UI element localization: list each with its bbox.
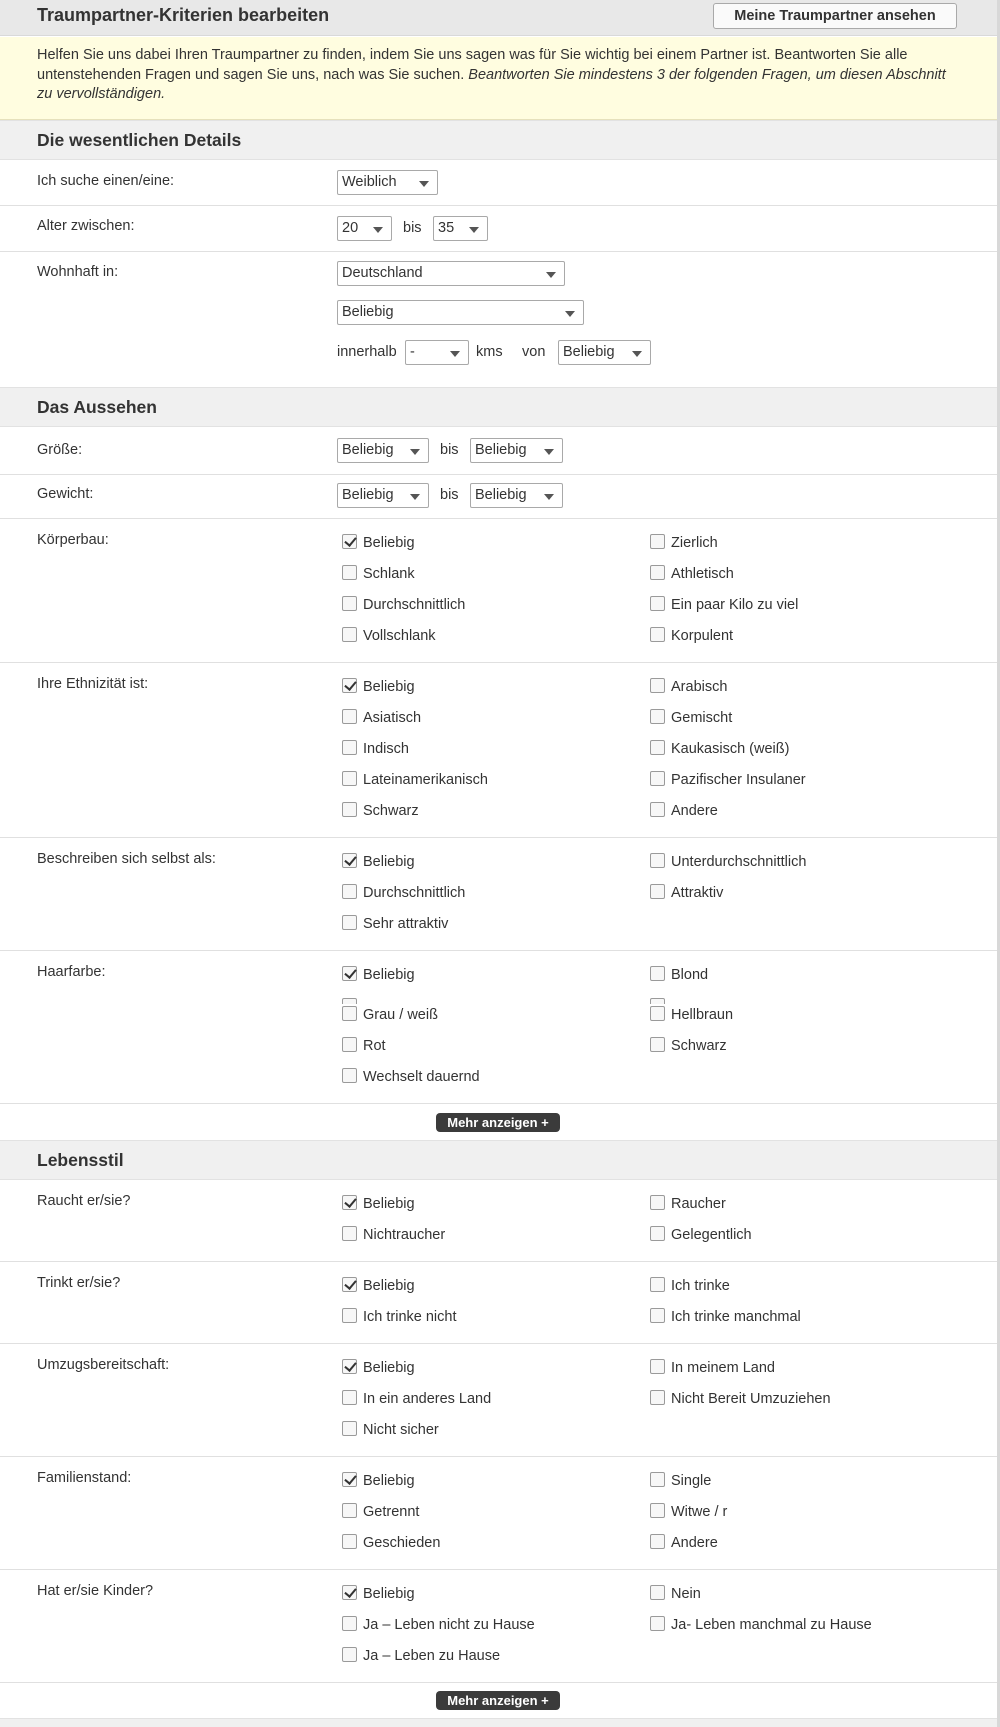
checkbox-label: Single [671,1473,712,1489]
checkbox[interactable] [342,565,357,580]
checkbox[interactable] [342,915,357,930]
chevron-down-icon [544,449,554,455]
checkbox[interactable] [650,1195,665,1210]
country-select[interactable] [337,261,565,286]
select-value: 35 [438,220,455,236]
checkbox-label: Nichtraucher [363,1227,446,1243]
chevron-down-icon [419,181,429,187]
checkbox-label: Beliebig [363,1278,415,1294]
divider [0,1682,997,1683]
divider [0,518,997,519]
region-select[interactable] [337,300,584,325]
checkbox[interactable] [342,709,357,724]
section-title: Lebensstil [37,1150,124,1170]
show-more-looks-button[interactable]: Mehr anzeigen + [436,1113,560,1132]
checkbox[interactable] [650,627,665,642]
page-title: Traumpartner-Kriterien bearbeiten [37,5,330,25]
view-dream-partners-button[interactable]: Meine Traumpartner ansehen [713,3,957,29]
checkbox[interactable] [342,1390,357,1405]
checkbox-label: Rot [363,1038,386,1054]
chevron-down-icon [410,494,420,500]
divider [0,837,997,838]
section-title: Die wesentlichen Details [37,130,242,150]
checkbox[interactable] [650,678,665,693]
clipped-option-fragment [650,998,680,1004]
checkbox-label: Ich trinke nicht [363,1309,457,1325]
checkbox-label: Blond [671,967,709,983]
checkbox[interactable] [650,740,665,755]
checkbox[interactable] [342,1534,357,1549]
divider [0,1103,997,1104]
height-min-select[interactable] [337,438,429,463]
checkbox-label: Gelegentlich [671,1227,752,1243]
chevron-down-icon [546,272,556,278]
checkbox[interactable] [650,1277,665,1292]
checkbox-label: Beliebig [363,854,415,870]
checkbox-label: Schlank [363,566,415,582]
chevron-down-icon [632,351,642,357]
checkbox[interactable] [342,534,357,549]
checkbox-label: Sehr attraktiv [363,916,449,932]
page-header [0,0,997,36]
checkbox-label: Ich trinke [671,1278,730,1294]
checkbox-label: Gemischt [671,710,733,726]
select-value: Beliebig [475,487,527,503]
select-value: Beliebig [475,442,527,458]
clipped-option-fragment [342,998,372,1004]
checkbox[interactable] [650,1503,665,1518]
checkbox[interactable] [342,1308,357,1323]
checkbox[interactable] [650,771,665,786]
select-value: Beliebig [563,344,615,360]
checkbox[interactable] [342,596,357,611]
checkbox-label: Zierlich [671,535,718,551]
checkbox-label: Arabisch [671,679,728,695]
weight-to-text: bis [440,487,459,503]
divider [0,205,997,206]
divider [0,950,997,951]
checkbox-label: In meinem Land [671,1360,775,1376]
checkbox[interactable] [650,1472,665,1487]
checkbox-label: Andere [671,1535,718,1551]
chevron-down-icon [565,311,575,317]
checkbox-label: Asiatisch [363,710,422,726]
checkbox-label: Raucher [671,1196,726,1212]
section-looks [0,387,997,427]
section-lifestyle [0,1140,997,1180]
select-value: Beliebig [342,442,394,458]
checkbox-label: Nein [671,1586,701,1602]
checkbox[interactable] [650,596,665,611]
checkbox-label: In ein anderes Land [363,1391,492,1407]
notice-text: Helfen Sie uns dabei Ihren Traumpartner zu finden, indem Sie uns sagen was für Sie wichtig bei einem Partner ist. Beantworten Sie alle untenstehenden Fragen und sagen Sie uns, nach was Sie suchen. [37,47,908,83]
checkbox[interactable] [650,1616,665,1631]
height-to-text: bis [440,442,459,458]
checkbox-label: Getrennt [363,1504,420,1520]
checkbox[interactable] [342,1359,357,1374]
divider [0,1456,997,1457]
divider [0,1261,997,1262]
divider [0,1569,997,1570]
weight-min-select[interactable] [337,483,429,508]
checkbox[interactable] [342,1585,357,1600]
drinking-label: Trinkt er/sie? [37,1275,121,1291]
checkbox[interactable] [650,853,665,868]
children-label: Hat er/sie Kinder? [37,1583,154,1599]
from-text: von [522,344,546,360]
checkbox[interactable] [650,1585,665,1600]
checkbox-label: Unterdurchschnittlich [671,854,807,870]
checkbox-label: Schwarz [671,1038,727,1054]
checkbox[interactable] [342,740,357,755]
checkbox-label: Attraktiv [671,885,724,901]
checkbox-label: Hellbraun [671,1007,734,1023]
checkbox-label: Kaukasisch (weiß) [671,741,790,757]
chevron-down-icon [410,449,420,455]
marital-status-label: Familienstand: [37,1470,132,1486]
checkbox[interactable] [650,884,665,899]
info-notice [0,37,997,120]
checkbox[interactable] [650,1308,665,1323]
checkbox-label: Beliebig [363,967,415,983]
checkbox-label: Andere [671,803,718,819]
checkbox-label: Pazifischer Insulaner [671,772,806,788]
chevron-down-icon [373,227,383,233]
checkbox[interactable] [650,966,665,981]
checkbox[interactable] [342,1277,357,1292]
checkbox-label: Durchschnittlich [363,597,466,613]
self-description-label: Beschreiben sich selbst als: [37,851,216,867]
relocation-label: Umzugsbereitschaft: [37,1357,170,1373]
seeking-select[interactable] [337,170,438,195]
select-value: 20 [342,220,359,236]
height-max-select[interactable] [470,438,563,463]
select-value: Beliebig [342,487,394,503]
checkbox[interactable] [342,1068,357,1083]
checkbox[interactable] [342,678,357,693]
checkbox[interactable] [342,1421,357,1436]
checkbox-label: Korpulent [671,628,734,644]
section-title: Das Aussehen [37,397,157,417]
checkbox[interactable] [342,1503,357,1518]
checkbox-label: Beliebig [363,1473,415,1489]
hair-color-label: Haarfarbe: [37,964,106,980]
checkbox-label: Lateinamerikanisch [363,772,488,788]
select-value: Beliebig [342,304,394,320]
age-max-select[interactable] [433,216,488,241]
body-type-label: Körperbau: [37,532,109,548]
divider [0,251,997,252]
checkbox-label: Nicht sicher [363,1422,439,1438]
notice-emphasis: Beantworten Sie mindestens 3 der folgenden Fragen, um diesen Abschnitt zu vervollständigen. [37,66,946,102]
checkbox-label: Nicht Bereit Umzuziehen [671,1391,831,1407]
select-value: Weiblich [342,174,397,190]
checkbox-label: Beliebig [363,679,415,695]
divider [0,474,997,475]
checkbox-label: Ein paar Kilo zu viel [671,597,799,613]
within-text: innerhalb [337,344,397,360]
weight-label: Gewicht: [37,486,94,502]
weight-max-select[interactable] [470,483,563,508]
checkbox-label: Ja – Leben zu Hause [363,1648,501,1664]
location-label: Wohnhaft in: [37,264,119,280]
checkbox-label: Geschieden [363,1535,441,1551]
checkbox[interactable] [342,802,357,817]
chevron-down-icon [469,227,479,233]
checkbox[interactable] [342,1647,357,1662]
checkbox[interactable] [342,771,357,786]
footer-strip [0,1718,997,1727]
age-min-select[interactable] [337,216,392,241]
age-to-text: bis [403,220,422,236]
checkbox[interactable] [342,884,357,899]
distance-select[interactable] [405,340,469,365]
section-essentials [0,120,997,160]
checkbox[interactable] [342,1006,357,1021]
checkbox[interactable] [650,534,665,549]
checkbox-label: Ich trinke manchmal [671,1309,801,1325]
divider [0,662,997,663]
checkbox-label: Witwe / r [671,1504,728,1520]
checkbox-label: Ja- Leben manchmal zu Hause [671,1617,872,1633]
checkbox-label: Schwarz [363,803,419,819]
checkbox[interactable] [342,1226,357,1241]
checkbox[interactable] [342,966,357,981]
select-value: - [410,344,415,360]
checkbox[interactable] [650,1006,665,1021]
checkbox-label: Durchschnittlich [363,885,466,901]
checkbox[interactable] [342,1616,357,1631]
checkbox[interactable] [650,1037,665,1052]
checkbox-label: Beliebig [363,1360,415,1376]
checkbox[interactable] [342,1472,357,1487]
chevron-down-icon [450,351,460,357]
checkbox-label: Vollschlank [363,628,436,644]
checkbox[interactable] [650,1390,665,1405]
checkbox-label: Ja – Leben nicht zu Hause [363,1617,535,1633]
kms-text: kms [476,344,503,360]
smoking-label: Raucht er/sie? [37,1193,131,1209]
checkbox[interactable] [650,802,665,817]
height-label: Größe: [37,442,83,458]
checkbox[interactable] [342,627,357,642]
checkbox-label: Beliebig [363,1586,415,1602]
seeking-label: Ich suche einen/eine: [37,173,175,189]
chevron-down-icon [544,494,554,500]
show-more-lifestyle-button[interactable]: Mehr anzeigen + [436,1691,560,1710]
checkbox[interactable] [650,565,665,580]
checkbox-label: Grau / weiß [363,1007,438,1023]
checkbox[interactable] [342,1037,357,1052]
checkbox[interactable] [650,1359,665,1374]
select-value: Deutschland [342,265,423,281]
checkbox-label: Indisch [363,741,409,757]
checkbox-label: Wechselt dauernd [363,1069,480,1085]
checkbox-label: Athletisch [671,566,734,582]
age-label: Alter zwischen: [37,218,135,234]
divider [0,1343,997,1344]
ethnicity-label: Ihre Ethnizität ist: [37,676,149,692]
checkbox[interactable] [650,709,665,724]
checkbox[interactable] [650,1534,665,1549]
checkbox[interactable] [342,853,357,868]
checkbox[interactable] [342,1195,357,1210]
checkbox-label: Beliebig [363,535,415,551]
from-select[interactable] [558,340,651,365]
checkbox-label: Beliebig [363,1196,415,1212]
checkbox[interactable] [650,1226,665,1241]
